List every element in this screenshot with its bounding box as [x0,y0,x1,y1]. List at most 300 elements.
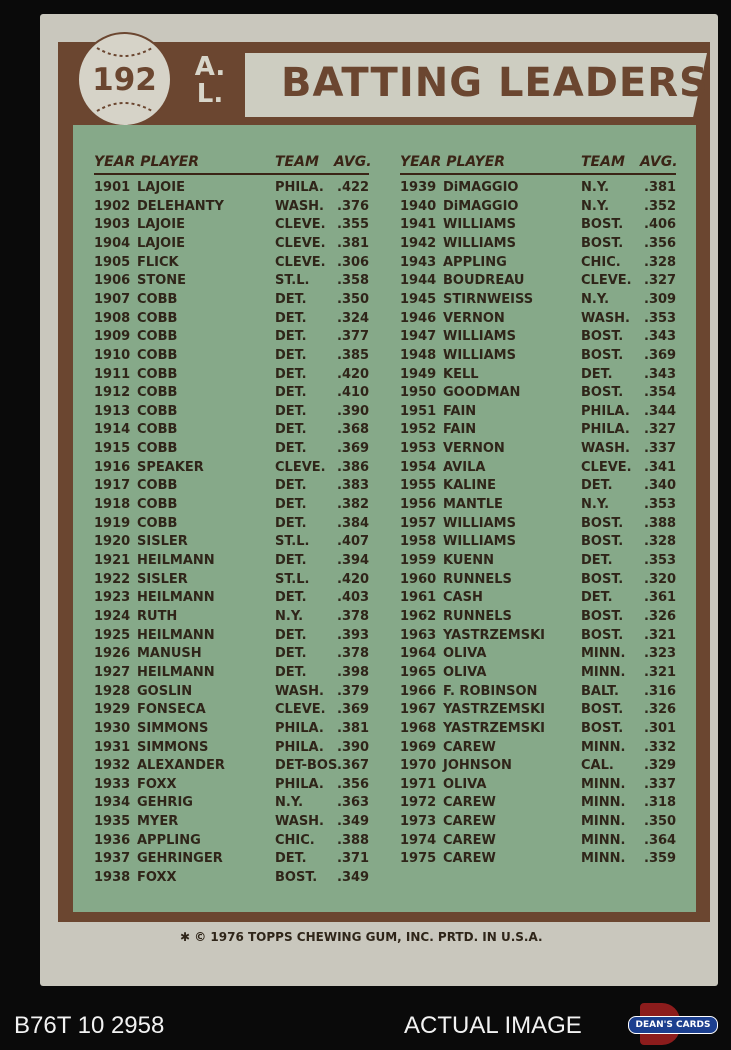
stat-avg: .343 [644,366,677,382]
stat-year: 1904 [94,235,131,251]
stat-team: WASH. [275,683,324,699]
stat-team: DET-BOS [275,758,338,774]
stat-avg: .356 [337,776,370,792]
stat-avg: .349 [337,814,370,830]
stat-year: 1927 [94,664,131,680]
stat-team: DET. [275,851,307,867]
stat-avg: .390 [337,739,370,755]
stat-year: 1973 [400,814,437,830]
stat-team: CLEVE. [275,217,326,233]
stat-year: 1950 [400,385,437,401]
stat-year: 1961 [400,590,437,606]
stat-year: 1915 [94,441,131,457]
stat-avg: .363 [337,795,370,811]
stat-team: MINN. [581,776,626,792]
stat-avg: .354 [644,385,677,401]
stat-player: COBB [137,497,178,513]
stat-player: FOXX [137,870,177,886]
stat-year: 1940 [400,198,437,214]
stat-player: RUNNELS [443,571,512,587]
stat-avg: .364 [644,832,677,848]
stat-team: BOST. [581,571,624,587]
stat-avg: .328 [644,534,677,550]
stat-year: 1966 [400,683,437,699]
stat-team: PHILA. [275,739,324,755]
stat-avg: .371 [337,851,370,867]
stat-team: PHILA. [275,180,324,195]
stat-avg: .378 [337,646,370,662]
stat-player: KELL [443,366,479,382]
stat-year: 1916 [94,459,131,475]
stat-avg: .390 [337,403,370,419]
stat-avg: .376 [337,198,370,214]
stat-year: 1971 [400,776,437,792]
stat-year: 1967 [400,702,437,718]
stat-team: WASH. [581,441,630,457]
stat-year: 1920 [94,534,131,550]
stat-avg: .410 [337,385,370,401]
stat-team: BALT. [581,683,619,699]
stat-avg: .369 [644,347,677,363]
stat-year: 1929 [94,702,131,718]
stat-avg: .328 [644,254,677,270]
stat-team: DET. [275,403,307,419]
catalog-label: B76T 10 2958 [14,1012,165,1039]
stat-team: WASH. [275,814,324,830]
stat-year: 1972 [400,795,437,811]
stat-avg: .358 [337,273,370,289]
stat-avg: .369 [337,702,370,718]
stat-avg: .369 [337,441,370,457]
stat-team: N.Y. [581,198,610,214]
stat-player: COBB [137,329,178,345]
stat-team: MINN. [581,832,626,848]
stat-year: 1913 [94,403,131,419]
stat-year: 1954 [400,459,437,475]
stat-avg: .356 [644,235,677,251]
stat-team: DET. [581,553,613,568]
stat-avg: .306 [337,254,370,270]
stat-player: MANUSH [137,646,202,662]
stat-player: DELEHANTY [137,198,224,214]
stat-avg: .385 [337,347,370,363]
stat-year: 1942 [400,235,437,251]
stat-player: WILLIAMS [443,347,516,363]
stat-team: CLEVE. [275,254,326,270]
stat-avg: .379 [337,683,370,699]
stat-player: COBB [137,403,178,419]
stat-avg: .368 [337,422,370,438]
stat-year: 1932 [94,758,131,774]
stat-year: 1905 [94,254,131,270]
stat-team: BOST. [581,329,624,345]
copyright-footer: ✱ © 1976 TOPPS CHEWING GUM, INC. PRTD. IN U.S.A. [180,930,543,944]
stat-year: 1914 [94,422,131,438]
stat-year: 1970 [400,758,437,774]
actual-image-label: ACTUAL IMAGE [404,1012,582,1039]
stat-year: 1946 [400,310,437,326]
stat-team: DET. [275,291,307,307]
stat-player: COBB [137,478,178,494]
stat-avg: .323 [644,646,677,662]
header-rule-right [400,173,676,175]
stat-avg: .327 [644,422,677,438]
stat-avg: .309 [644,291,677,307]
stat-avg: .367 [337,758,370,774]
stat-team: WASH. [581,310,630,326]
stat-team: WASH. [275,198,324,214]
stat-avg: .420 [337,366,370,382]
stat-player: OLIVA [443,664,487,680]
stat-team: MINN. [581,646,626,662]
stat-player: SPEAKER [137,459,204,475]
stat-avg: .327 [644,273,677,289]
stat-team: DET. [275,664,307,680]
stat-year: 1909 [94,329,131,345]
stat-avg: .359 [644,851,677,867]
stat-player: KALINE [443,478,497,494]
stat-player: MYER [137,814,179,830]
stat-team: BOST. [581,702,624,718]
stat-player: COBB [137,347,178,363]
stat-player: LAJOIE [137,180,185,195]
stat-avg: .393 [337,627,370,643]
stat-avg: .344 [644,403,677,419]
stat-year: 1924 [94,608,131,624]
stat-avg: .316 [644,683,677,699]
stat-team: CAL. [581,758,614,774]
stat-avg: .353 [644,310,677,326]
stat-avg: .337 [644,776,677,792]
stat-year: 1928 [94,683,131,699]
stat-year: 1962 [400,608,437,624]
stat-avg: .350 [337,291,370,307]
stat-player: HEILMANN [137,553,215,568]
stat-avg: .301 [644,720,677,736]
stat-year: 1925 [94,627,131,643]
stat-team: CLEVE. [581,273,632,289]
stat-player: GEHRIG [137,795,193,811]
stat-year: 1921 [94,553,131,568]
stat-avg: .350 [644,814,677,830]
stat-avg: .353 [644,497,677,513]
stat-avg: .320 [644,571,677,587]
stat-team: BOST. [581,347,624,363]
stat-team: BOST. [581,385,624,401]
stat-year: 1937 [94,851,131,867]
stat-player: YASTRZEMSKI [443,720,545,736]
stat-team: BOST. [581,534,624,550]
stat-avg: .388 [644,515,677,531]
stat-year: 1910 [94,347,131,363]
stat-player: WILLIAMS [443,329,516,345]
stat-player: GOODMAN [443,385,521,401]
stat-team: N.Y. [275,608,304,624]
stat-team: BOST. [275,870,318,886]
stat-avg: .420 [337,571,370,587]
stat-team: CHIC. [581,254,621,270]
stat-player: STONE [137,273,187,289]
stat-player: RUTH [137,608,178,624]
stat-avg: .353 [644,553,677,568]
header-avg-right: AVG. [640,154,678,170]
stat-player: APPLING [443,254,507,270]
stat-avg: .398 [337,664,370,680]
stat-player: OLIVA [443,776,487,792]
stat-player: HEILMANN [137,664,215,680]
deans-cards-logo-text: DEAN'S CARDS [628,1016,718,1034]
stat-avg: .332 [644,739,677,755]
stat-year: 1907 [94,291,131,307]
stat-year: 1947 [400,329,437,345]
stat-player: SIMMONS [137,739,209,755]
stat-player: CAREW [443,851,496,867]
stat-player: WILLIAMS [443,515,516,531]
stat-team: BOST. [581,515,624,531]
stat-year: 1968 [400,720,437,736]
stat-avg: .340 [644,478,677,494]
stat-year: 1948 [400,347,437,363]
stat-team: DET. [275,646,307,662]
stat-player: WILLIAMS [443,534,516,550]
stat-team: CLEVE. [275,459,326,475]
stat-player: COBB [137,366,178,382]
stat-year: 1906 [94,273,131,289]
header-year-player-right: YEAR PLAYER [400,154,506,170]
stat-avg: .352 [644,198,677,214]
stat-player: COBB [137,515,178,531]
stat-year: 1918 [94,497,131,513]
stat-avg: .386 [337,459,370,475]
stat-avg: .406 [644,217,677,233]
stat-player: LAJOIE [137,235,185,251]
stat-team: CLEVE. [275,235,326,251]
stat-year: 1955 [400,478,437,494]
stat-year: 1931 [94,739,131,755]
stat-player: F. ROBINSON [443,683,538,699]
stat-avg: .326 [644,702,677,718]
stat-year: 1944 [400,273,437,289]
stat-avg: .343 [644,329,677,345]
stat-team: PHILA. [275,720,324,736]
stat-year: 1957 [400,515,437,531]
stat-player: DiMAGGIO [443,198,519,214]
stat-player: SIMMONS [137,720,209,736]
stat-avg: .321 [644,627,677,643]
stat-team: BOST. [581,217,624,233]
stat-team: MINN. [581,814,626,830]
stat-team: ST.L. [275,571,310,587]
card-title: BATTING LEADERS [281,60,709,106]
stat-avg: .381 [644,180,677,195]
stat-team: BOST. [581,235,624,251]
header-avg-left: AVG. [334,154,372,170]
stat-player: COBB [137,422,178,438]
stat-year: 1974 [400,832,437,848]
stat-team: DET. [581,478,613,494]
stat-player: OLIVA [443,646,487,662]
stat-team: CHIC. [275,832,315,848]
stat-team: BOST. [581,608,624,624]
stat-player: JOHNSON [443,758,512,774]
stat-avg: .337 [644,441,677,457]
stat-year: 1951 [400,403,437,419]
stat-year: 1912 [94,385,131,401]
stat-year: 1930 [94,720,131,736]
stat-team: MINN. [581,664,626,680]
stat-team: CLEVE. [581,459,632,475]
header-team-left: TEAM [275,154,319,170]
stat-player: HEILMANN [137,590,215,606]
stat-avg: .381 [337,235,370,251]
stat-team: N.Y. [581,497,610,513]
stat-year: 1941 [400,217,437,233]
stat-year: 1903 [94,217,131,233]
stat-avg: .388 [337,832,370,848]
stat-avg: .383 [337,478,370,494]
stat-avg: .422 [337,180,370,195]
stat-year: 1956 [400,497,437,513]
stat-team: DET. [275,497,307,513]
stat-player: YASTRZEMSKI [443,702,545,718]
stat-avg: .382 [337,497,370,513]
header-year-player-left: YEAR PLAYER [94,154,200,170]
stat-team: DET. [275,627,307,643]
stat-player: FOXX [137,776,177,792]
stat-player: AVILA [443,459,486,475]
stat-team: DET. [275,553,307,568]
stat-avg: .355 [337,217,370,233]
stat-year: 1975 [400,851,437,867]
stat-avg: .384 [337,515,370,531]
stat-team: BOST. [581,720,624,736]
stat-team: DET. [275,310,307,326]
stat-year: 1933 [94,776,131,792]
stat-team: CLEVE. [275,702,326,718]
stat-player: SISLER [137,571,188,587]
stat-player: GOSLIN [137,683,193,699]
stat-avg: .321 [644,664,677,680]
stat-player: LAJOIE [137,217,185,233]
stat-year: 1965 [400,664,437,680]
stat-player: HEILMANN [137,627,215,643]
stat-avg: .407 [337,534,370,550]
stat-team: DET. [581,366,613,382]
stat-team: MINN. [581,851,626,867]
stat-year: 1936 [94,832,131,848]
stat-team: N.Y. [275,795,304,811]
stat-team: MINN. [581,739,626,755]
stat-year: 1919 [94,515,131,531]
stat-avg: .394 [337,553,370,568]
stat-year: 1939 [400,180,437,195]
stat-team: DET. [275,366,307,382]
stat-year: 1917 [94,478,131,494]
stat-year: 1943 [400,254,437,270]
stat-year: 1964 [400,646,437,662]
stat-player: COBB [137,310,178,326]
stat-player: STIRNWEISS [443,291,534,307]
stat-player: CAREW [443,739,496,755]
stat-team: ST.L. [275,273,310,289]
stat-year: 1949 [400,366,437,382]
stat-avg: .329 [644,758,677,774]
stat-player: APPLING [137,832,201,848]
stat-team: N.Y. [581,180,610,195]
stat-player: COBB [137,291,178,307]
stat-team: N.Y. [581,291,610,307]
stat-year: 1902 [94,198,131,214]
stat-year: 1938 [94,870,131,886]
stat-player: GEHRINGER [137,851,223,867]
stat-player: MANTLE [443,497,503,513]
stat-team: DET. [275,347,307,363]
stat-player: RUNNELS [443,608,512,624]
stat-team: MINN. [581,795,626,811]
stat-team: DET. [275,590,307,606]
stat-player: CAREW [443,795,496,811]
stat-year: 1953 [400,441,437,457]
stat-avg: .377 [337,329,370,345]
stat-player: CAREW [443,814,496,830]
stat-year: 1922 [94,571,131,587]
stat-year: 1926 [94,646,131,662]
stat-player: BOUDREAU [443,273,525,289]
stat-year: 1934 [94,795,131,811]
stat-year: 1969 [400,739,437,755]
header-rule-left [94,173,369,175]
card-number: 192 [92,62,157,98]
stat-player: FAIN [443,422,477,438]
stat-avg: .403 [337,590,370,606]
stat-avg: .318 [644,795,677,811]
stat-player: FONSECA [137,702,206,718]
stat-year: 1958 [400,534,437,550]
stat-player: VERNON [443,310,505,326]
stat-year: 1960 [400,571,437,587]
stat-team: DET. [275,515,307,531]
stat-year: 1959 [400,553,437,568]
stat-player: FLICK [137,254,179,270]
stat-year: 1963 [400,627,437,643]
stat-team: PHILA. [581,403,630,419]
stat-player: WILLIAMS [443,235,516,251]
stat-avg: .378 [337,608,370,624]
stat-team: DET. [275,441,307,457]
stat-player: COBB [137,385,178,401]
stat-player: CASH [443,590,483,606]
stat-team: DET. [275,422,307,438]
stat-player: SISLER [137,534,188,550]
stat-player: COBB [137,441,178,457]
stat-team: ST.L. [275,534,310,550]
stat-avg: .324 [337,310,370,326]
header-team-right: TEAM [581,154,625,170]
stat-year: 1945 [400,291,437,307]
stat-player: ALEXANDER [137,758,225,774]
stat-player: WILLIAMS [443,217,516,233]
stat-avg: .326 [644,608,677,624]
stat-team: PHILA. [581,422,630,438]
stat-team: PHILA. [275,776,324,792]
stat-player: CAREW [443,832,496,848]
stat-player: FAIN [443,403,477,419]
stat-avg: .349 [337,870,370,886]
stat-player: YASTRZEMSKI [443,627,545,643]
stat-year: 1901 [94,180,131,195]
stat-team: DET. [275,478,307,494]
stat-player: VERNON [443,441,505,457]
